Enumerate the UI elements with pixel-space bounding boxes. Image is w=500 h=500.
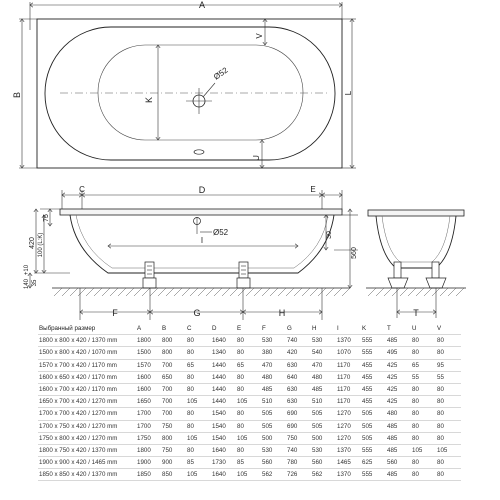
table-cell-value: 1170 [337,398,351,406]
table-cell-value: 1640 [212,446,226,454]
table-cell-value: 1440 [212,361,226,369]
table-cell-value: 630 [287,361,298,369]
table-cell-value: 555 [362,337,373,345]
table-cell-size: 1650 x 700 x 420 / 1270 mm [39,398,118,406]
table-cell-value: 726 [287,471,298,479]
table-cell-value: 500 [312,434,323,442]
table-cell-value: 80 [237,337,244,345]
table-cell-value: 1270 [337,434,351,442]
table-cell-value: 455 [362,361,373,369]
table-cell-value: 1600 [137,373,151,381]
tub-side-rim [368,210,464,216]
table-cell-size: 1570 x 700 x 420 / 1170 mm [39,361,117,369]
table-cell-value: 1340 [212,349,226,357]
table-cell-value: 1540 [212,422,226,430]
header-u: U [412,325,417,333]
table-row [38,408,461,420]
table-cell-value: 800 [162,337,173,345]
table-cell-value: 105 [187,434,198,442]
table-row [38,457,461,469]
table-cell-value: 750 [287,434,298,442]
table-row [38,383,461,395]
table-cell-value: 425 [387,398,398,406]
table-row [38,444,461,456]
table-cell-value: 900 [162,459,173,467]
table-cell-value: 420 [287,349,298,357]
table-cell-value: 80 [412,386,419,394]
table-cell-size: 1800 x 800 x 420 / 1370 mm [39,337,118,345]
table-cell-value: 105 [237,398,248,406]
table-cell-value: 510 [312,398,323,406]
side-foot-left-icon [388,262,408,288]
dim-label-75: 75 [43,214,50,222]
tub-side-body [376,216,456,268]
table-row [38,396,461,408]
table-cell-value: 80 [237,446,244,454]
table-cell-value: 530 [262,446,273,454]
table-cell-value: 80 [412,398,419,406]
header-b: B [162,325,167,333]
table-cell-value: 540 [312,349,323,357]
dim-label-140: 140 [24,278,30,290]
table-cell-value: 505 [312,422,323,430]
table-cell-value: 505 [362,410,373,418]
dim-label-10: +10 [24,264,30,276]
tub-front-rim [60,209,342,215]
table-cell-value: 505 [262,410,273,418]
table-cell-value: 95 [437,361,444,369]
table-cell-value: 80 [437,398,444,406]
table-cell-value: 1440 [212,386,226,394]
table-cell-value: 1730 [212,459,226,467]
table-cell-value: 485 [387,337,398,345]
table-cell-value: 510 [262,398,273,406]
table-cell-value: 455 [362,386,373,394]
header-size: Выбранный размер [39,325,96,333]
table-cell-value: 1270 [337,410,351,418]
tub-top-outline [37,19,342,168]
table-cell-value: 1370 [337,446,351,454]
table-cell-value: 485 [312,386,323,394]
table-cell-size: 1750 x 800 x 420 / 1270 mm [39,434,118,442]
table-cell-value: 1540 [212,410,226,418]
table-cell-value: 55 [412,373,419,381]
header-h: H [312,325,317,333]
dim-label-35: 35 [32,279,38,287]
table-cell-value: 1540 [212,434,226,442]
table-cell-value: 470 [262,361,273,369]
table-cell-value: 1600 [137,386,151,394]
dim-label-f: F [112,308,118,318]
table-cell-value: 1170 [337,386,351,394]
dim-label-30: 30 [326,231,333,239]
table-cell-value: 425 [387,373,398,381]
table-cell-value: 555 [362,446,373,454]
table-cell-value: 850 [162,471,173,479]
header-e: E [237,325,242,333]
table-row [38,420,461,432]
table-cell-value: 1370 [337,471,351,479]
table-cell-value: 485 [387,471,398,479]
table-cell-value: 105 [187,398,198,406]
table-cell-value: 530 [262,337,273,345]
table-cell-size: 1800 x 750 x 420 / 1370 mm [39,446,118,454]
table-cell-value: 55 [437,373,444,381]
header-g: G [287,325,292,333]
table-cell-value: 80 [412,434,419,442]
table-cell-value: 1570 [137,361,151,369]
table-cell-value: 80 [237,373,244,381]
table-row [38,335,461,347]
table-cell-value: 480 [262,373,273,381]
table-cell-value: 455 [362,398,373,406]
table-cell-value: 1500 [137,349,151,357]
floor-hatch-front [54,288,350,296]
table-cell-value: 380 [262,349,273,357]
table-cell-value: 455 [362,373,373,381]
drain-diameter-top: Ø52 [211,65,230,82]
table-cell-value: 80 [237,410,244,418]
dim-label-h: H [278,308,286,318]
dim-label-g: G [193,308,201,318]
table-cell-value: 555 [362,471,373,479]
table-cell-value: 80 [437,410,444,418]
table-cell-value: 485 [262,386,273,394]
table-cell-value: 80 [437,386,444,394]
dim-label-d: D [198,185,206,195]
table-cell-value: 1700 [137,422,151,430]
top-view [12,0,356,168]
table-cell-value: 425 [387,361,398,369]
table-cell-size: 1600 x 650 x 420 / 1170 mm [39,373,117,381]
dim-label-b: B [12,91,22,99]
floor-hatch-side [368,288,464,296]
table-cell-value: 530 [312,446,323,454]
table-cell-value: 1750 [137,434,151,442]
table-cell-value: 80 [412,337,419,345]
table-row [38,469,461,481]
table-cell-value: 85 [237,459,244,467]
table-cell-value: 630 [287,398,298,406]
table-cell-value: 80 [437,422,444,430]
table-cell-value: 1800 [137,446,151,454]
table-cell-size: 1700 x 750 x 420 / 1270 mm [39,422,118,430]
table-cell-size: 1900 x 900 x 420 / 1465 mm [39,459,118,467]
table-cell-value: 80 [412,349,419,357]
table-cell-value: 485 [387,434,398,442]
table-header-row [38,323,461,335]
header-c: C [187,325,192,333]
header-k: K [362,325,367,333]
side-foot-right-icon [426,262,446,288]
dim-label-100: 100 (L:K) [38,232,44,258]
table-cell-value: 105 [237,434,248,442]
table-cell-value: 80 [437,337,444,345]
table-cell-value: 750 [162,422,173,430]
table-cell-value: 480 [312,373,323,381]
dim-label-t: T [413,308,419,318]
table-cell-value: 65 [187,361,194,369]
table-cell-value: 80 [187,337,194,345]
table-cell-value: 690 [287,422,298,430]
dim-label-v: V [255,33,264,39]
table-cell-value: 505 [362,422,373,430]
table-cell-value: 80 [437,349,444,357]
table-cell-value: 495 [387,349,398,357]
table-cell-value: 470 [312,361,323,369]
table-cell-value: 560 [387,459,398,467]
header-a: A [137,325,142,333]
table-cell-value: 1850 [137,471,151,479]
table-cell-value: 80 [437,459,444,467]
dim-label-c: C [79,185,85,194]
table-cell-size: 1500 x 800 x 420 / 1070 mm [39,349,118,357]
table-cell-value: 800 [162,349,173,357]
table-cell-value: 80 [187,349,194,357]
table-cell-value: 740 [287,337,298,345]
table-cell-value: 1465 [337,459,351,467]
table-cell-value: 750 [162,446,173,454]
table-cell-value: 1900 [137,459,151,467]
dim-label-u: U [252,155,261,161]
dim-label-560: 560 [351,247,358,259]
table-cell-value: 80 [187,373,194,381]
table-cell-value: 1640 [212,337,226,345]
table-cell-value: 560 [262,459,273,467]
table-cell-value: 1170 [337,373,351,381]
foot-left-icon [143,262,156,288]
header-d: D [212,325,217,333]
table-cell-value: 1640 [212,471,226,479]
table-cell-value: 80 [237,422,244,430]
table-cell-size: 1700 x 700 x 420 / 1270 mm [39,410,118,418]
table-cell-size: 1600 x 700 x 420 / 1170 mm [39,386,117,394]
table-row [38,347,461,359]
table-row [38,371,461,383]
table-cell-value: 700 [162,410,173,418]
table-cell-value: 480 [387,410,398,418]
table-cell-value: 630 [287,386,298,394]
table-cell-value: 505 [312,410,323,418]
table-cell-value: 530 [312,337,323,345]
table-cell-value: 80 [437,471,444,479]
table-cell-value: 560 [312,459,323,467]
table-cell-value: 105 [412,446,423,454]
table-cell-value: 485 [387,422,398,430]
table-cell-value: 555 [362,349,373,357]
table-cell-value: 80 [412,422,419,430]
table-cell-value: 800 [162,434,173,442]
table-cell-value: 485 [387,446,398,454]
dim-label-l: L [344,90,353,96]
table-cell-value: 562 [312,471,323,479]
table-cell-value: 80 [187,386,194,394]
table-cell-value: 1370 [337,337,351,345]
table-cell-value: 80 [412,459,419,467]
front-view [24,185,358,320]
header-t: T [387,325,391,333]
header-i: I [337,325,339,333]
table-cell-value: 1170 [337,361,351,369]
dim-label-e: E [310,185,316,194]
table-cell-value: 105 [437,446,448,454]
table-cell-value: 650 [162,373,173,381]
table-row [38,359,461,371]
table-cell-size: 1850 x 850 x 420 / 1370 mm [39,471,118,479]
table-cell-value: 1440 [212,373,226,381]
table-cell-value: 65 [412,361,419,369]
table-cell-value: 85 [187,459,194,467]
table-cell-value: 780 [287,459,298,467]
table-cell-value: 425 [387,386,398,394]
table-cell-value: 80 [437,434,444,442]
table-row [38,432,461,444]
table-cell-value: 690 [287,410,298,418]
table-cell-value: 80 [187,422,194,430]
table-cell-value: 1700 [137,410,151,418]
table-cell-value: 1650 [137,398,151,406]
dim-label-i: I [200,236,204,245]
table-cell-value: 625 [362,459,373,467]
table-cell-value: 80 [412,410,419,418]
table-cell-value: 562 [262,471,273,479]
table-cell-value: 65 [237,361,244,369]
table-cell-value: 80 [187,410,194,418]
table-cell-value: 80 [237,386,244,394]
table-cell-value: 80 [187,446,194,454]
table-cell-value: 1270 [337,422,351,430]
table-cell-value: 700 [162,398,173,406]
header-v: V [437,325,442,333]
table-cell-value: 1800 [137,337,151,345]
table-cell-value: 105 [237,471,248,479]
side-view [366,210,466,318]
drain-diameter-front: Ø52 [213,228,229,237]
table-cell-value: 1070 [337,349,351,357]
table-cell-value: 700 [162,361,173,369]
table-cell-value: 700 [162,386,173,394]
table-cell-value: 505 [362,434,373,442]
dim-label-420: 420 [29,237,36,249]
table-cell-value: 105 [187,471,198,479]
dimension-table [38,323,461,481]
header-f: F [262,325,266,333]
table-cell-value: 740 [287,446,298,454]
table-cell-value: 1440 [212,398,226,406]
dim-label-k: K [144,96,154,104]
table-cell-value: 505 [262,422,273,430]
dim-label-a: A [198,0,206,10]
table-cell-value: 80 [237,349,244,357]
table-cell-value: 80 [412,471,419,479]
table-cell-value: 640 [287,373,298,381]
foot-right-icon [237,262,250,288]
table-cell-value: 500 [262,434,273,442]
